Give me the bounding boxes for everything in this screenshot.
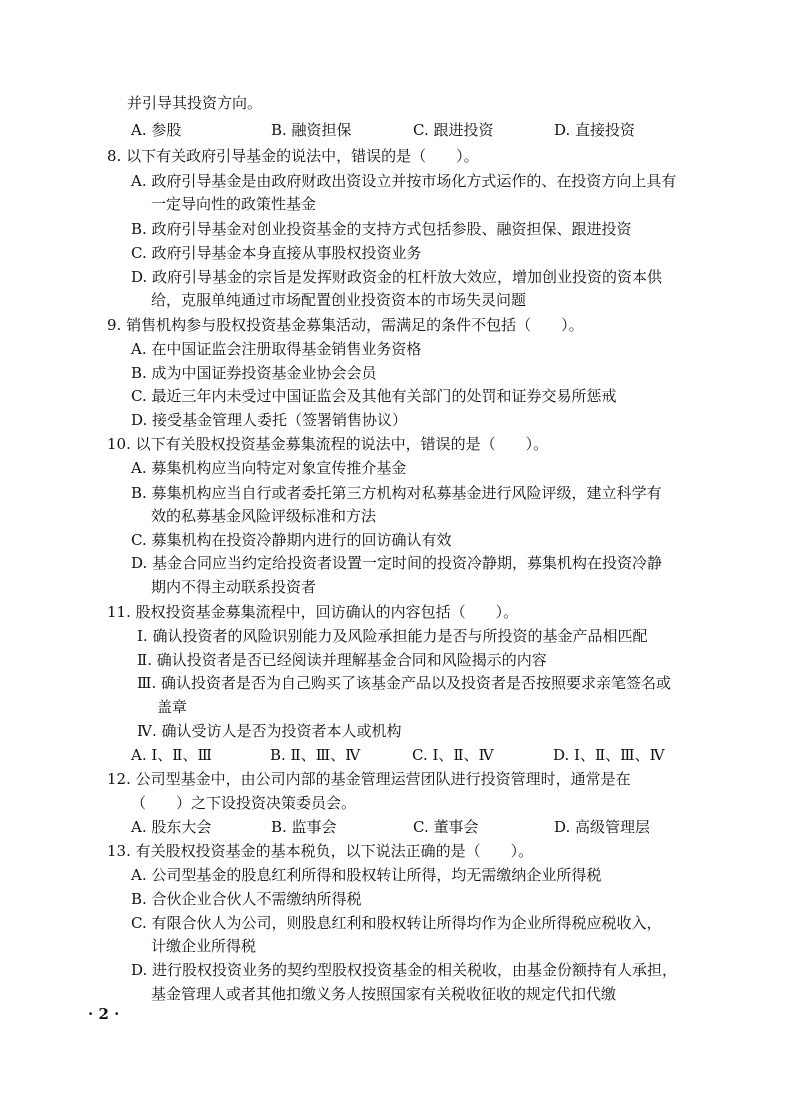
q9-option-c: C. 最近三年内未受过中国证监会及其他有关部门的处罚和证券交易所惩戒: [131, 387, 617, 405]
q8-option-a-line1: A. 政府引导基金是由政府财政出资设立并按市场化方式运作的、在投资方向上具有: [131, 172, 677, 190]
q8-option-b: B. 政府引导基金对创业投资基金的支持方式包括参股、融资担保、跟进投资: [131, 220, 632, 238]
q8-stem: 8. 以下有关政府引导基金的说法中，错误的是（ ）。: [107, 147, 479, 165]
q10-option-d-line1: D. 基金合同应当约定给投资者设置一定时间的投资冷静期，募集机构在投资冷静: [131, 554, 663, 572]
q11-option-b: B. Ⅱ、Ⅲ、Ⅳ: [270, 746, 361, 764]
q8-option-d-line2: 给，克服单纯通过市场配置创业投资资本的市场失灵问题: [151, 291, 527, 309]
q8-option-a-line2: 一定导向性的政策性基金: [151, 195, 317, 213]
q10-option-d-line2: 期内不得主动联系投资者: [151, 578, 317, 596]
q13-option-a: A. 公司型基金的股息红利所得和股权转让所得，均无需缴纳企业所得税: [131, 866, 602, 884]
q10-option-a: A. 募集机构应当向特定对象宣传推介基金: [131, 459, 407, 477]
q12-option-c: C. 董事会: [413, 818, 479, 836]
q10-stem: 10. 以下有关股权投资基金募集流程的说法中，错误的是（ ）。: [107, 435, 549, 453]
q11-option-a: A. Ⅰ、Ⅱ、Ⅲ: [131, 746, 212, 764]
q11-stem: 11. 股权投资基金募集流程中，回访确认的内容包括（ ）。: [107, 603, 519, 621]
q13-option-d-line2: 基金管理人或者其他扣缴义务人按照国家有关税收征收的规定代扣代缴: [151, 985, 617, 1003]
q7-option-d: D. 直接投资: [554, 121, 636, 139]
q12-stem-line2: （ ）之下设投资决策委员会。: [131, 794, 357, 812]
q7-continuation: 并引导其投资方向。: [127, 94, 263, 112]
q9-option-d: D. 接受基金管理人委托（签署销售协议）: [131, 411, 408, 429]
q9-stem: 9. 销售机构参与股权投资基金募集活动，需满足的条件不包括（ ）。: [107, 316, 584, 334]
q8-option-d-line1: D. 政府引导基金的宗旨是发挥财政资金的杠杆放大效应，增加创业投资的资本供: [131, 268, 663, 286]
q12-option-b: B. 监事会: [271, 818, 337, 836]
q13-option-b: B. 合伙企业合伙人不需缴纳所得税: [131, 890, 362, 908]
q12-option-a: A. 股东大会: [131, 818, 212, 836]
q11-item-2: Ⅱ. 确认投资者是否已经阅读并理解基金合同和风险揭示的内容: [137, 651, 547, 669]
q13-option-d-line1: D. 进行股权投资业务的契约型股权投资基金的相关税收，由基金份额持有人承担，: [131, 961, 678, 979]
q13-option-c-line2: 计缴企业所得税: [151, 937, 257, 955]
q12-stem-line1: 12. 公司型基金中，由公司内部的基金管理运营团队进行投资管理时，通常是在: [107, 770, 631, 788]
q9-option-a: A. 在中国证监会注册取得基金销售业务资格: [131, 340, 422, 358]
q11-item-1: Ⅰ. 确认投资者的风险识别能力及风险承担能力是否与所投资的基金产品相匹配: [137, 627, 648, 645]
q10-option-b-line1: B. 募集机构应当自行或者委托第三方机构对私募基金进行风险评级，建立科学有: [131, 484, 662, 502]
q11-item-3-line1: Ⅲ. 确认投资者是否为自己购买了该基金产品以及投资者是否按照要求亲笔签名或: [137, 674, 672, 692]
q11-option-d: D. Ⅰ、Ⅱ、Ⅲ、Ⅳ: [553, 746, 665, 764]
page-number: · 2 ·: [88, 1005, 120, 1023]
q11-item-4: Ⅳ. 确认受访人是否为投资者本人或机构: [137, 722, 402, 740]
q13-option-c-line1: C. 有限合伙人为公司，则股息红利和股权转让所得均作为企业所得税应税收入，: [131, 914, 662, 932]
q11-item-3-line2: 盖章: [157, 698, 188, 716]
q7-option-c: C. 跟进投资: [413, 121, 494, 139]
q13-stem: 13. 有关股权投资基金的基本税负，以下说法正确的是（ ）。: [107, 842, 534, 860]
q10-option-b-line2: 效的私募基金风险评级标准和方法: [151, 507, 377, 525]
q12-option-d: D. 高级管理层: [554, 818, 651, 836]
q11-option-c: C. Ⅰ、Ⅱ、Ⅳ: [412, 746, 494, 764]
q7-option-a: A. 参股: [131, 121, 182, 139]
q9-option-b: B. 成为中国证券投资基金业协会会员: [131, 364, 377, 382]
q7-option-b: B. 融资担保: [271, 121, 352, 139]
q10-option-c: C. 募集机构在投资冷静期内进行的回访确认有效: [131, 531, 452, 549]
q8-option-c: C. 政府引导基金本身直接从事股权投资业务: [131, 244, 422, 262]
